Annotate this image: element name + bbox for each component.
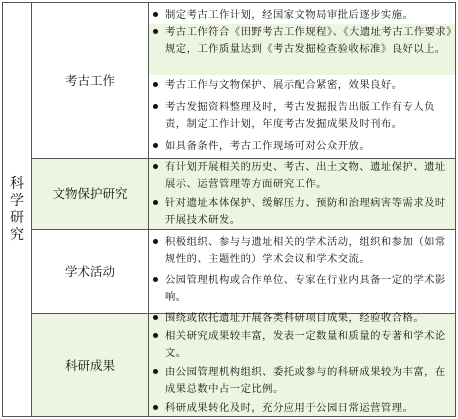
bullet-icon (153, 29, 158, 34)
list-item-text: 由公园管理机构组织、委托或参与的科研成果较为丰富，在成果总数中占一定比例。 (165, 366, 446, 395)
category-label: 科研成果 (64, 357, 115, 373)
criteria-table (2, 2, 456, 417)
category-cell-conservation (31, 158, 148, 229)
bullet-icon (153, 405, 158, 410)
category-cell-academic (31, 229, 148, 313)
list-item-text: 制定考古工作计划，经国家文物局审批后逐步实施。 (165, 9, 414, 21)
items-cell-academic (148, 229, 456, 313)
bullet-icon (153, 143, 158, 148)
bullet-icon (153, 277, 158, 282)
list-item-text: 科研成果转化及时，充分应用于公园日常运营管理。 (165, 402, 414, 414)
list-item-text: 公园管理机构或合作单位、专家在行业内具备一定的学术影响。 (165, 274, 446, 303)
list-item-text: 考古工作符合《田野考古工作规程》、《大遗址考古工作要求》规定，工作质量达到《考古发掘检查验收标准》良好以上。 (165, 26, 452, 55)
bullet-icon (153, 82, 158, 87)
list-item-text: 针对遗址本体保护、缓解压力、预防和治理病害等需求及时开展技术研发。 (165, 197, 446, 226)
bullet-icon (153, 315, 158, 320)
items-cell-conservation (148, 158, 456, 229)
section-label-char-2: 学 (10, 193, 24, 209)
category-label: 考古工作 (64, 72, 115, 88)
section-label (2, 2, 31, 417)
bullet-icon (153, 200, 158, 205)
category-label: 学术活动 (64, 263, 115, 279)
section-label-char-4: 究 (10, 227, 24, 243)
section-label-char-3: 研 (10, 210, 24, 226)
list-item-text: 考古工作与文物保护、展示配合紧密，效果良好。 (165, 79, 403, 91)
bullet-icon (153, 369, 158, 374)
bullet-icon (153, 12, 158, 17)
bullet-icon (153, 333, 158, 338)
list-item-text: 相关研究成果较丰富，发表一定数量和质量的专著和学术论文。 (165, 330, 446, 359)
bullet-icon (153, 164, 158, 169)
items-cell-research-results (148, 313, 456, 417)
bullet-icon (153, 239, 158, 244)
bullet-icon (153, 104, 158, 109)
list-item-text: 有计划开展相关的历史、考古、出土文物、遗址保护、遗址展示、运营管理等方面研究工作。 (165, 161, 446, 190)
section-label-char-1: 科 (10, 176, 24, 192)
list-item-text: 如具备条件，考古工作现场可对公众开放。 (165, 140, 371, 152)
category-cell-archaeology (31, 2, 148, 158)
category-label: 文物保护研究 (52, 186, 128, 201)
category-cell-research-results (31, 313, 148, 417)
items-cell-archaeology (148, 2, 456, 158)
list-item-text: 围绕或依托遗址开展各类科研项目成果，经验收合格。 (165, 312, 425, 324)
list-item-text: 考古发掘资料整理及时，考古发掘报告出版工作有专人负责，制定工作计划，年度考古发掘成果及时刊布。 (165, 101, 435, 130)
list-item (149, 24, 456, 75)
list-item-text: 积极组织、参与与遗址相关的学术活动，组织和参加（如常规性的、主题性的）学术会议和学术交流。 (165, 236, 446, 265)
